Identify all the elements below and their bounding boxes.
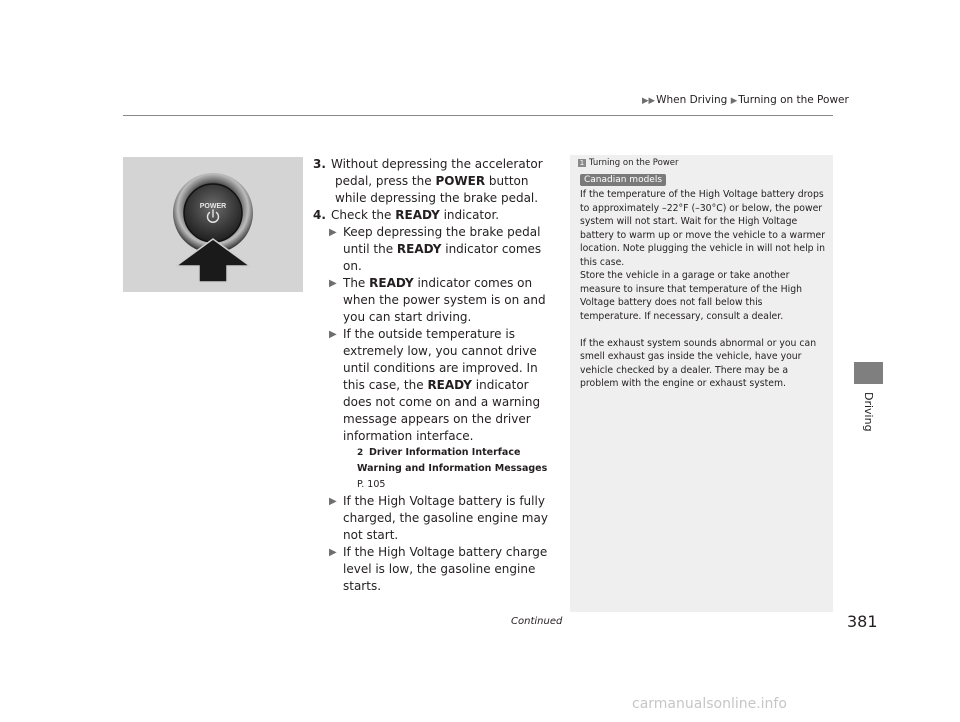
note-paragraph: If the temperature of the High Voltage battery drops to approximately –22°F (–30°C) or below, the power system will not start. Wait for the High Voltage battery to warm up or move the vehicle to a warmer location. Note plugging the vehicle in will not help in this case. <box>580 189 826 268</box>
side-note-title: 1 Turning on the Power <box>579 158 679 168</box>
model-badge: Canadian models <box>580 174 666 186</box>
breadcrumb-section[interactable]: When Driving <box>656 94 728 106</box>
step-4-note-1: ▶ Keep depressing the brake pedal until the READY indicator comes on. <box>329 225 542 273</box>
cross-reference-link[interactable]: 2 Driver Information Interface Warning and Information Messages P. 105 <box>357 447 548 490</box>
breadcrumb <box>642 94 849 106</box>
continued-label: Continued <box>511 616 563 627</box>
step-4-note-4: ▶ If the High Voltage battery is fully charged, the gasoline engine may not start. <box>329 494 548 542</box>
reference-icon: 2 <box>357 448 364 458</box>
note-icon: 1 <box>579 158 585 167</box>
step-4: 4. Check the READY indicator. <box>313 208 500 222</box>
result-arrow-icon: ▶ <box>329 227 337 238</box>
power-button-illustration <box>123 157 303 292</box>
header-divider <box>123 115 833 116</box>
page-number: 381 <box>847 612 878 631</box>
breadcrumb-topic[interactable]: Turning on the Power <box>738 94 849 106</box>
power-label: POWER <box>199 203 227 210</box>
note-paragraph: Store the vehicle in a garage or take another measure to insure that temperature of the High Voltage battery does not fall below this temperature. If necessary, consult a dealer. <box>580 270 803 322</box>
result-arrow-icon: ▶ <box>329 547 337 558</box>
instructions <box>313 156 558 595</box>
step-4-note-5: ▶ If the High Voltage battery charge level is low, the gasoline engine starts. <box>329 545 548 593</box>
step-number: 3. <box>313 157 326 171</box>
arrow-icon: ▶ <box>730 96 738 106</box>
step-4-note-3: ▶ If the outside temperature is extremely low, you cannot drive until conditions are improved. In this case, the READY indicator does not come on and a warning message appears on the driver information interface. <box>329 327 541 443</box>
result-arrow-icon: ▶ <box>329 329 337 340</box>
result-arrow-icon: ▶ <box>329 496 337 507</box>
power-button-svg <box>123 157 303 292</box>
chapter-tab[interactable] <box>854 362 883 384</box>
chapter-tab-label: Driving <box>862 392 875 432</box>
step-4-note-2: ▶ The READY indicator comes on when the power system is on and you can start driving. <box>329 276 546 324</box>
result-arrow-icon: ▶ <box>329 278 337 289</box>
double-arrow-icon: ▶▶ <box>642 96 656 106</box>
note-paragraph: If the exhaust system sounds abnormal or you can smell exhaust gas inside the vehicle, have your vehicle checked by a dealer. There may be a problem with the engine or exhaust system. <box>580 337 817 389</box>
step-3: 3. Without depressing the accelerator pedal, press the POWER button while depressing the brake pedal. <box>313 157 543 205</box>
side-note-body <box>580 188 826 391</box>
watermark: carmanualsonline.info <box>632 696 787 712</box>
step-number: 4. <box>313 208 326 222</box>
